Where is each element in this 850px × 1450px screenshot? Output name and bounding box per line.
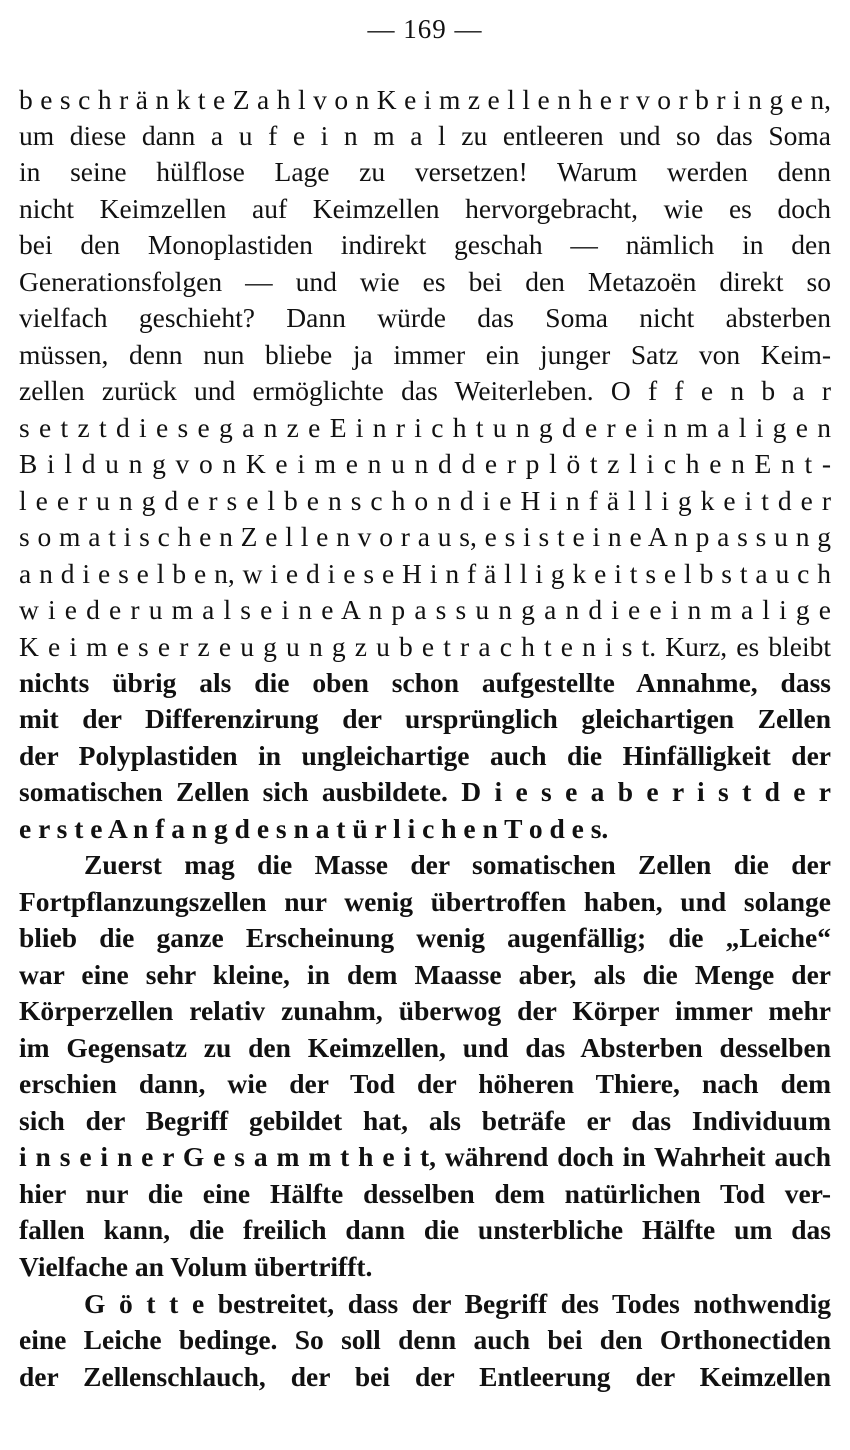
text-line: Generationsfolgen — und wie es bei den Metazoën direkt so — [19, 266, 831, 297]
text-line: i n s e i n e r G e s a m m t h e i t, während doch in Wahrheit auch — [19, 1141, 831, 1172]
text-line: nichts übrig als die oben schon aufgestellte Annahme, dass — [19, 667, 831, 698]
text-line: im Gegensatz zu den Keimzellen, und das Absterben desselben — [19, 1032, 831, 1063]
text-line: zellen zurück und ermöglichte das Weiterleben. O f f e n b a r — [19, 375, 831, 406]
text-line: Vielfache an Volum übertrifft. — [19, 1251, 373, 1282]
text-line: s o m a t i s c h e n Z e l l e n v o r a u s, e s i s t e i n e A n p a s s u n g — [19, 521, 831, 552]
text-line: erschien dann, wie der Tod der höheren Thiere, nach dem — [19, 1068, 831, 1099]
text-line: a n d i e s e l b e n, w i e d i e s e H i n f ä l l i g k e i t s e l b s t a u c h — [19, 558, 831, 589]
text-line: G ö t t e bestreitet, dass der Begriff des Todes nothwendig — [84, 1288, 831, 1319]
text-line: fallen kann, die freilich dann die unsterbliche Hälfte um das — [19, 1214, 831, 1245]
text-line: b e s c h r ä n k t e Z a h l v o n K e i m z e l l e n h e r v o r b r i n g e n, — [19, 84, 831, 115]
text-line: Fortpflanzungszellen nur wenig übertroffen haben, und solange — [19, 886, 831, 917]
text-line: s e t z t d i e s e g a n z e E i n r i c h t u n g d e r e i n m a l i g e n — [19, 412, 831, 443]
text-line: Zuerst mag die Masse der somatischen Zellen die der — [84, 849, 831, 880]
text-line: bei den Monoplastiden indirekt geschah — nämlich in den — [19, 229, 831, 260]
text-line: l e e r u n g d e r s e l b e n s c h o n d i e H i n f ä l l i g k e i t d e r — [19, 485, 831, 516]
text-line: müssen, denn nun bliebe ja immer ein junger Satz von Keim- — [19, 339, 831, 370]
text-line: war eine sehr kleine, in dem Maasse aber, als die Menge der — [19, 959, 831, 990]
text-line: mit der Differenzirung der ursprünglich gleichartigen Zellen — [19, 703, 831, 734]
text-line: somatischen Zellen sich ausbildete. D i e s e a b e r i s t d e r — [19, 776, 831, 807]
text-line: der Zellenschlauch, der bei der Entleerung der Keimzellen — [19, 1361, 831, 1392]
text-line: hier nur die eine Hälfte desselben dem natürlichen Tod ver- — [19, 1178, 831, 1209]
text-line: e r s t e A n f a n g d e s n a t ü r l i c h e n T o d e s. — [19, 813, 609, 844]
text-line: nicht Keimzellen auf Keimzellen hervorgebracht, wie es doch — [19, 193, 831, 224]
text-line: blieb die ganze Erscheinung wenig augenfällig; die „Leiche“ — [19, 922, 831, 953]
text-line: Körperzellen relativ zunahm, überwog der Körper immer mehr — [19, 995, 831, 1026]
text-line: um diese dann a u f e i n m a l zu entleeren und so das Soma — [19, 120, 831, 151]
text-line: K e i m e s e r z e u g u n g z u b e t r a c h t e n i s t. Kurz, es bleibt — [19, 631, 831, 662]
text-line: der Polyplastiden in ungleichartige auch die Hinfälligkeit der — [19, 740, 831, 771]
text-line: B i l d u n g v o n K e i m e n u n d d e r p l ö t z l i c h e n E n t - — [19, 448, 831, 479]
page-number: — 169 — — [367, 14, 483, 44]
text-line: sich der Begriff gebildet hat, als beträfe er das Individuum — [19, 1105, 831, 1136]
text-line: eine Leiche bedinge. So soll denn auch bei den Orthonectiden — [19, 1324, 831, 1355]
text-line: in seine hülflose Lage zu versetzen! Warum werden denn — [19, 156, 831, 187]
text-line: vielfach geschieht? Dann würde das Soma nicht absterben — [19, 302, 831, 333]
text-line: w i e d e r u m a l s e i n e A n p a s s u n g a n d i e e i n m a l i g e — [19, 594, 831, 625]
